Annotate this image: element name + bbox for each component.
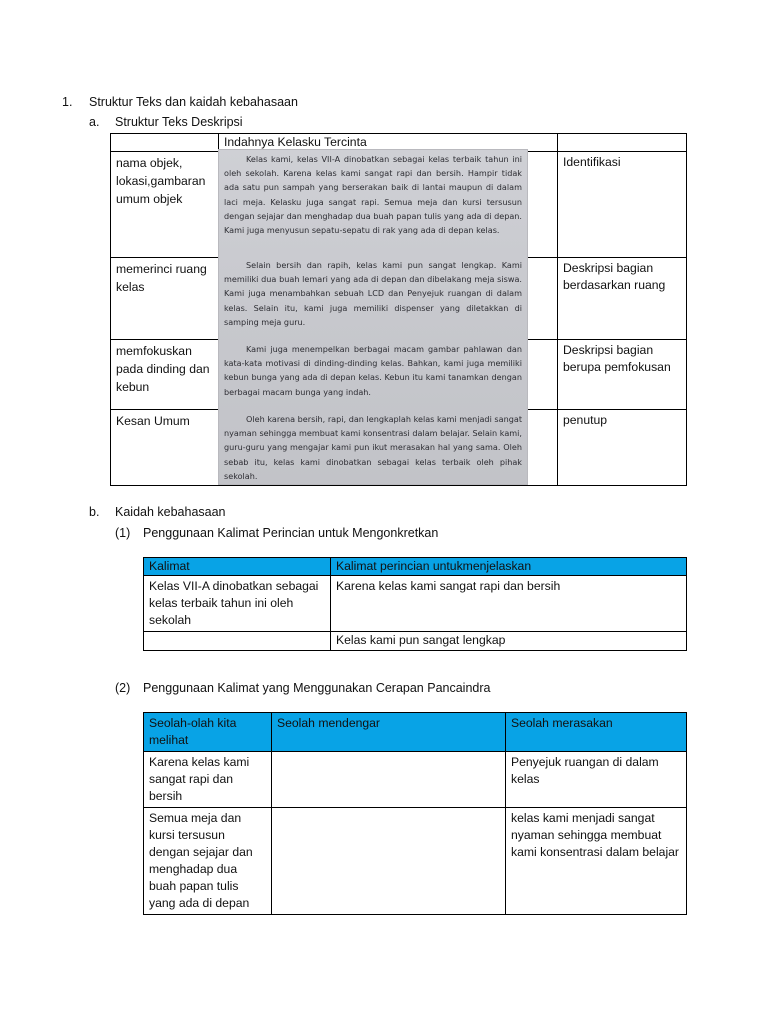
structure-row-label: memfokuskan pada dinding dan kebun <box>111 340 219 410</box>
section-title: Struktur Teks dan kaidah kebahasaan <box>89 95 298 109</box>
subsection-b-letter: b. <box>89 505 100 519</box>
table2-cell: kelas kami menjadi sangat nyaman sehingga membuat kami konsentrasi dalam belajar <box>506 808 687 915</box>
table1-cell: Karena kelas kami sangat rapi dan bersih <box>331 576 687 632</box>
table1-header-cell: Kalimat <box>144 558 331 576</box>
structure-row-part: Deskripsi bagian berupa pemfokusan <box>558 340 687 410</box>
item-1-number: (1) <box>115 526 131 540</box>
photo-paragraph-2: Selain bersih dan rapih, kelas kami pun sangat lengkap. Kami memiliki dua buah lemari yang ada di depan dan dibelakang meja siswa. Kami juga menambahkan sebuah LCD dan Penyejuk ruangan di dalam kelas. Selain itu, kami juga memiliki dispenser yang diletakkan di samping meja guru. <box>224 260 522 327</box>
structure-row-label: memerinci ruang kelas <box>111 258 219 340</box>
photo-paragraph-1: Kelas kami, kelas VII-A dinobatkan sebagai kelas terbaik tahun ini oleh sekolah. Karena kelas kami sangat rapi dan bersih. Hampir tidak ada satu pun sampah yang berserakan baik di lantai maupun di dalam laci meja. Kelasku juga sangat rapi. Semua meja dan kursi tersusun dengan sejajar dan menghadap dua buah papan tulis yang ada di depan. Kami juga menyusun sepatu-sepatu di rak yang ada di depan kelas. <box>224 154 522 236</box>
structure-row-part: Identifikasi <box>558 152 687 258</box>
table1-header-cell: Kalimat perincian untukmenjelaskan <box>331 558 687 576</box>
item-2-title: Penggunaan Kalimat yang Menggunakan Cerapan Pancaindra <box>143 681 491 695</box>
subsection-b-title: Kaidah kebahasaan <box>115 505 226 519</box>
structure-table-title: Indahnya Kelasku Tercinta <box>219 134 558 152</box>
table2-cell <box>272 752 506 808</box>
table2-cell: Penyejuk ruangan di dalam kelas <box>506 752 687 808</box>
table2-cell: Karena kelas kami sangat rapi dan bersih <box>144 752 272 808</box>
structure-row-part: Deskripsi bagian berdasarkan ruang <box>558 258 687 340</box>
table1-cell: Kelas kami pun sangat lengkap <box>331 632 687 651</box>
structure-row-label: Kesan Umum <box>111 410 219 486</box>
item-1-title: Penggunaan Kalimat Perincian untuk Mengonkretkan <box>143 526 439 540</box>
section-number: 1. <box>62 95 73 109</box>
table2-cell <box>272 808 506 915</box>
structure-row-label: nama objek, lokasi,gambaran umum objek <box>111 152 219 258</box>
subsection-a-letter: a. <box>89 115 100 129</box>
table2-header-cell: Seolah merasakan <box>506 713 687 752</box>
textbook-photo <box>219 150 527 484</box>
subsection-a-title: Struktur Teks Deskripsi <box>115 115 243 129</box>
senses-table <box>143 712 687 915</box>
detail-sentence-table <box>143 557 687 651</box>
photo-paragraph-3: Kami juga menempelkan berbagai macam gambar pahlawan dan kata-kata motivasi di dinding-dinding kelas. Bahkan, kami juga memiliki kebun bunga yang ada di depan kelas. Kebun itu kami tanamkan dengan berbagai macam bunga yang indah. <box>224 344 522 397</box>
table2-cell: Semua meja dan kursi tersusun dengan sejajar dan menghadap dua buah papan tulis yang ada di depan <box>144 808 272 915</box>
structure-table-corner <box>111 134 219 152</box>
table1-cell <box>144 632 331 651</box>
item-2-number: (2) <box>115 681 131 695</box>
structure-row-part: penutup <box>558 410 687 486</box>
structure-table-corner-right <box>558 134 687 152</box>
photo-paragraph-4: Oleh karena bersih, rapi, dan lengkaplah kelas kami menjadi sangat nyaman sehingga membuat kami konsentrasi dalam belajar. Selain kami, guru-guru yang mengajar kami pun ikut merasakan hal yang sama. Oleh sebab itu, kelas kami dinobatkan sebagai kelas terbaik oleh pihak sekolah. <box>224 414 522 481</box>
table1-cell: Kelas VII-A dinobatkan sebagai kelas terbaik tahun ini oleh sekolah <box>144 576 331 632</box>
table2-header-cell: Seolah mendengar <box>272 713 506 752</box>
table2-header-cell: Seolah-olah kita melihat <box>144 713 272 752</box>
